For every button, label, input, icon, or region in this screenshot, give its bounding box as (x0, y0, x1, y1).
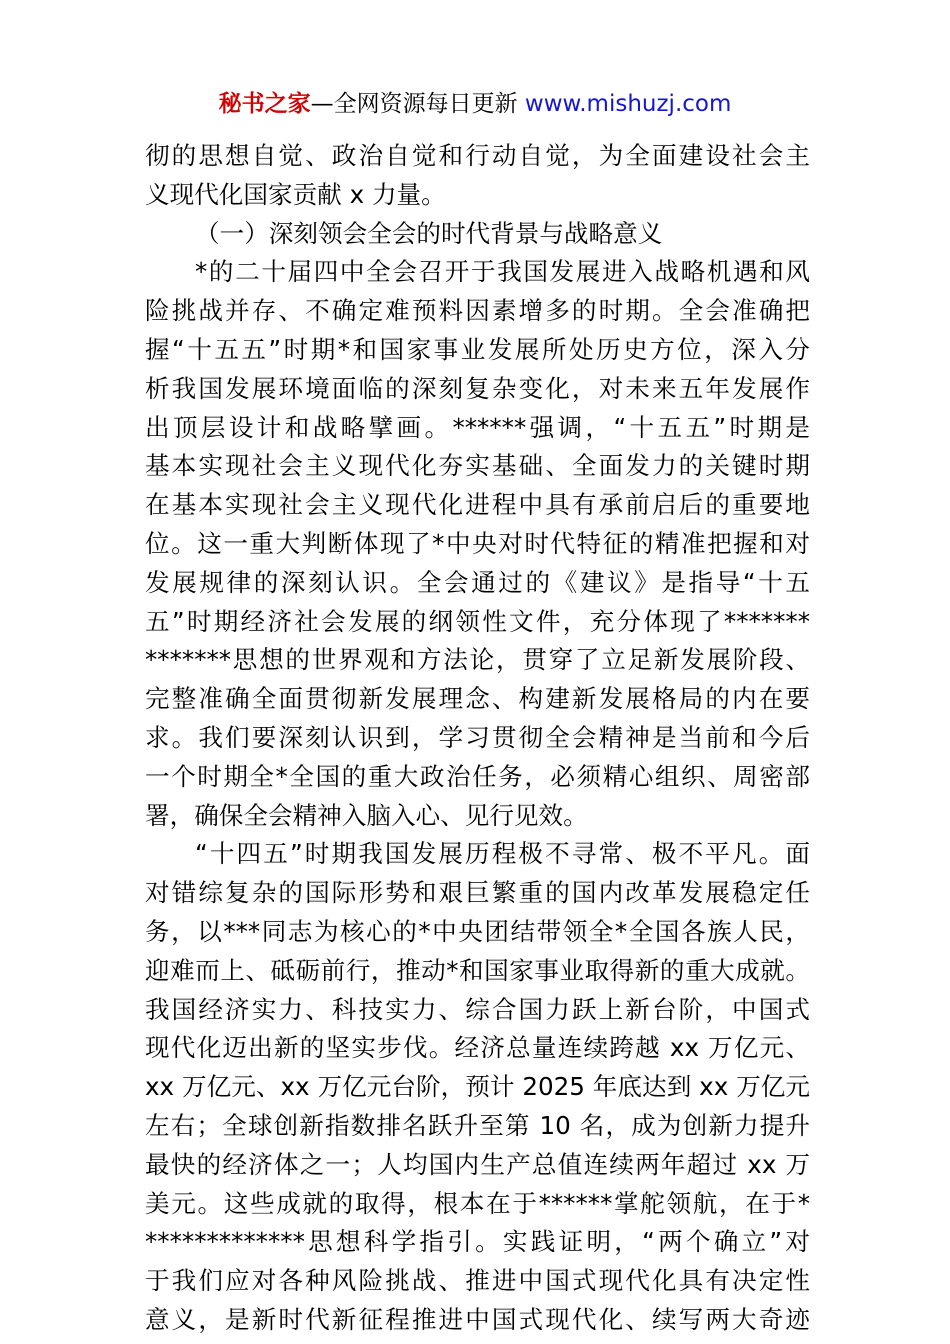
text-line: 美元。这些成就的取得，根本在于******掌舵领航，在于* (145, 1188, 810, 1218)
site-url-link[interactable]: www.mishuzj.com (524, 91, 732, 117)
site-header (0, 87, 950, 121)
document-body (145, 137, 810, 1340)
section-heading: （一）深刻领会全会的时代背景与战略意义 (195, 218, 663, 248)
text-line: 迎难而上、砥砺前行，推动*和国家事业取得新的重大成就。 (145, 955, 810, 985)
text-line: 五”时期经济社会发展的纲领性文件，充分体现了******* (145, 606, 810, 636)
text-line: 意义，是新时代新征程推进中国式现代化、续写两大奇迹 (145, 1304, 810, 1334)
text-line: 出顶层设计和战略擘画。******强调，“十五五”时期是 (145, 412, 810, 442)
text-line: 最快的经济体之一；人均国内生产总值连续两年超过 xx 万 (145, 1149, 810, 1179)
text-line: 务，以***同志为核心的*中央团结带领全*全国各族人民， (145, 916, 810, 946)
text-line: *的二十届四中全会召开于我国发展进入战略机遇和风 (195, 257, 810, 287)
header-slogan: 全网资源每日更新 (333, 91, 525, 117)
text-line: 握“十五五”时期*和国家事业发展所处历史方位，深入分 (145, 334, 810, 364)
header-dash: — (310, 91, 334, 117)
text-line: 彻的思想自觉、政治自觉和行动自觉，为全面建设社会主 (145, 141, 810, 170)
text-line: 位。这一重大判断体现了*中央对时代特征的精准把握和对 (145, 528, 810, 558)
text-line: 左右；全球创新指数排名跃升至第 10 名，成为创新力提升 (145, 1110, 810, 1140)
text-line: 在基本实现社会主义现代化进程中具有承前启后的重要地 (145, 490, 810, 520)
text-line: “十四五”时期我国发展历程极不寻常、极不平凡。面 (195, 839, 810, 869)
text-line: 署，确保全会精神入脑入心、见行见效。 (145, 800, 588, 830)
text-line: 险挑战并存、不确定难预料因素增多的时期。全会准确把 (145, 296, 810, 326)
text-line: 于我们应对各种风险挑战、推进中国式现代化具有决定性 (145, 1266, 810, 1296)
text-line: 析我国发展环境面临的深刻复杂变化，对未来五年发展作 (145, 373, 810, 403)
brand-name: 秘书之家 (218, 91, 311, 117)
text-line: 基本实现社会主义现代化夯实基础、全面发力的关键时期 (145, 451, 810, 481)
text-line: 义现代化国家贡献 x 力量。 (145, 179, 446, 209)
text-line: xx 万亿元、xx 万亿元台阶，预计 2025 年底达到 xx 万亿元 (145, 1072, 810, 1102)
text-line: 我国经济实力、科技实力、综合国力跃上新台阶，中国式 (145, 994, 810, 1024)
text-line: 求。我们要深刻认识到，学习贯彻全会精神是当前和今后 (145, 722, 810, 752)
text-line: 一个时期全*全国的重大政治任务，必须精心组织、周密部 (145, 761, 810, 791)
text-line: *******思想的世界观和方法论，贯穿了立足新发展阶段、 (145, 645, 810, 675)
text-line: 完整准确全面贯彻新发展理念、构建新发展格局的内在要 (145, 684, 810, 714)
text-line: 发展规律的深刻认识。全会通过的《建议》是指导“十五 (145, 567, 810, 597)
text-line: 现代化迈出新的坚实步伐。经济总量连续跨越 xx 万亿元、 (145, 1033, 810, 1063)
text-line: 对错综复杂的国际形势和艰巨繁重的国内改革发展稳定任 (145, 878, 810, 908)
text-line: *************思想科学指引。实践证明，“两个确立”对 (145, 1227, 810, 1257)
